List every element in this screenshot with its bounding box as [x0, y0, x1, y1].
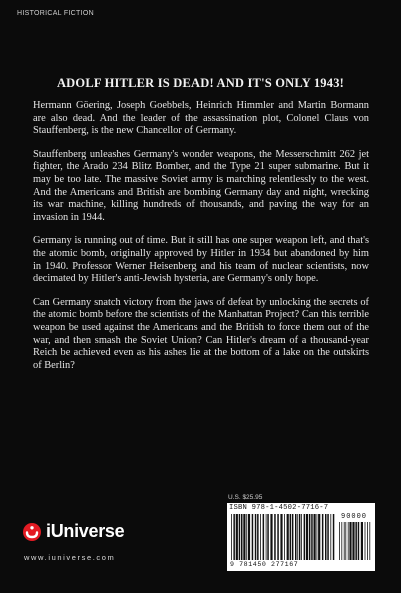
price-code: 90000 — [341, 513, 368, 521]
barcode-bar — [255, 514, 256, 560]
barcode-bar — [297, 514, 298, 560]
publisher-url: www.iuniverse.com — [24, 553, 116, 562]
barcode-bar — [295, 514, 297, 560]
barcode-bar — [358, 522, 360, 560]
barcode-bar — [287, 514, 289, 560]
barcode-bar — [290, 514, 292, 560]
iuniverse-logo-icon — [22, 522, 42, 542]
barcode-bar — [330, 514, 331, 560]
barcode-bar — [243, 514, 245, 560]
isbn-text: ISBN 978-1-4502-7716-7 — [229, 504, 329, 512]
blurb-paragraph: Can Germany snatch victory from the jaws of defeat by unlocking the secrets of the atomic bomb before the scientists of the Manhattan Project? Can this terrible weapon be used against the Americans and the British to force them out of the war, and then smash the Soviet Union? Can Hitler's dream of a thousand-year Reich be achieved even as his ashes lie at the bottom of a lake on the outskirts of Berlin? — [33, 296, 369, 371]
blurb-paragraph: Germany is running out of time. But it still has one super weapon left, and that's the atomic bomb, originally approved by Hitler in 1934 but abandoned by him in 1940. Professor Werner Heisenberg and his team of nuclear scientists, now decimated by Hitler's anti-Jewish hysteria, are Germany's only hope. — [33, 235, 369, 285]
barcode-bar — [304, 514, 306, 560]
barcode-bar — [231, 514, 232, 560]
publisher-name: iUniverse — [46, 521, 125, 541]
barcode — [227, 503, 375, 571]
barcode-bar — [306, 514, 308, 560]
barcode-bar — [309, 514, 311, 560]
ean-digits: 9 781450 277167 — [230, 561, 299, 568]
barcode-bar — [348, 522, 349, 560]
barcode-bar — [270, 514, 272, 560]
barcode-bar — [266, 514, 267, 560]
barcode-bar — [365, 522, 366, 560]
barcode-bar — [233, 514, 235, 560]
barcode-bar — [349, 522, 351, 560]
barcode-bar — [284, 514, 285, 560]
headline: ADOLF HITLER IS DEAD! AND IT'S ONLY 1943! — [56, 76, 345, 90]
barcode-bar — [361, 522, 363, 560]
addon-barcode-bars — [339, 522, 371, 560]
barcode-bar — [333, 514, 335, 560]
barcode-bar — [367, 522, 368, 560]
barcode-bar — [239, 514, 241, 560]
barcode-bar — [344, 522, 345, 560]
price-label: U.S. $25.95 — [228, 494, 263, 501]
barcode-bar — [263, 514, 265, 560]
barcode-bar — [341, 522, 342, 560]
barcode-bar — [311, 514, 313, 560]
barcode-bar — [277, 514, 279, 560]
barcode-bar — [317, 514, 318, 560]
barcode-bar — [327, 514, 329, 560]
blurb — [33, 100, 369, 383]
blurb-paragraph: Stauffenberg unleashes Germany's wonder weapons, the Messerschmitt 262 jet fighter, the Arado 234 Blitz Bomber, and the Type 21 super submarine. But it may be too late. The massive Soviet army is marching relentlessly to the west. And the Americans and British are bombing Germany day and night, wrecking its war machine, killing hundreds of thousands, and paving the way for an invasion in 1944. — [33, 148, 369, 223]
barcode-bar — [299, 514, 301, 560]
barcode-bar — [345, 522, 346, 560]
barcode-bar — [260, 514, 261, 560]
barcode-bar — [257, 514, 259, 560]
barcode-bar — [248, 514, 250, 560]
genre-label: HISTORICAL FICTION — [17, 10, 94, 17]
barcode-bar — [241, 514, 243, 560]
barcode-bar — [252, 514, 254, 560]
blurb-paragraph: Hermann Göering, Joseph Goebbels, Heinrich Himmler and Martin Bormann are also dead. And the leader of the assassination plot, Colonel Claus von Stauffenberg, is the new Chancellor of Germany. — [33, 100, 369, 137]
barcode-bar — [280, 514, 282, 560]
barcode-bar — [352, 522, 354, 560]
barcode-bar — [322, 514, 324, 560]
barcode-bar — [236, 514, 238, 560]
barcode-bar — [325, 514, 327, 560]
barcode-bar — [318, 514, 320, 560]
publisher-logo — [22, 521, 124, 542]
barcode-bar — [292, 514, 294, 560]
barcode-bar — [301, 514, 302, 560]
ean-barcode-bars — [231, 514, 335, 560]
barcode-bar — [267, 514, 269, 560]
barcode-bar — [339, 522, 340, 560]
barcode-bar — [274, 514, 276, 560]
barcode-bar — [369, 522, 370, 560]
barcode-bar — [246, 514, 247, 560]
barcode-bar — [314, 514, 316, 560]
barcode-bar — [355, 522, 357, 560]
